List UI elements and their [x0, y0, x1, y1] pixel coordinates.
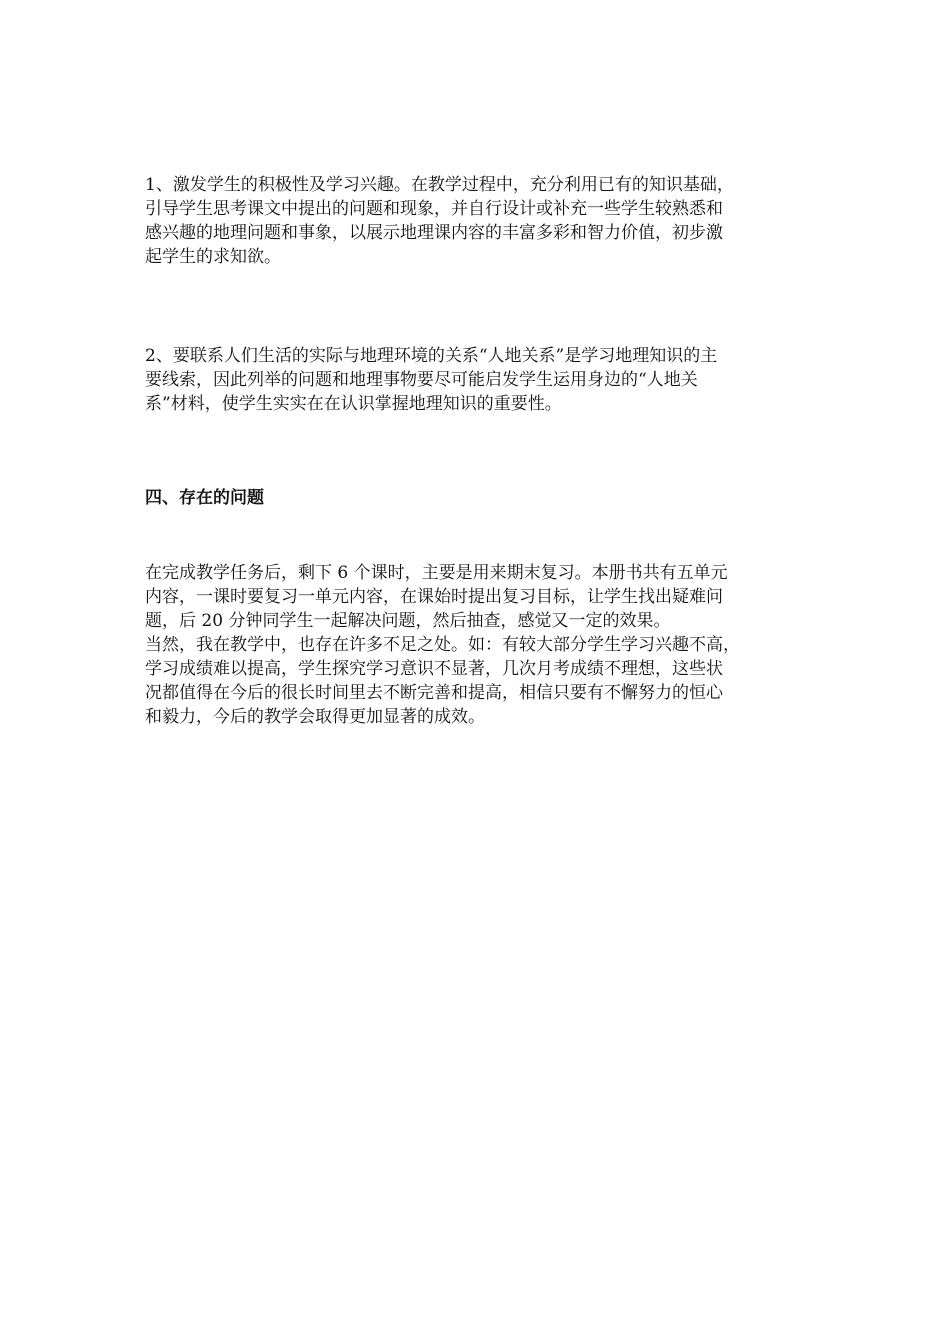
paragraph-line: 1、激发学生的积极性及学习兴趣。在教学过程中，充分利用已有的知识基础，	[145, 175, 734, 195]
paragraph-3	[145, 561, 810, 633]
paragraph-line: 起学生的求知欲。	[145, 247, 281, 267]
paragraph-line: 要线索，因此列举的问题和地理事物要尽可能启发学生运用身边的“人地关	[145, 370, 698, 390]
section-heading: 四、存在的问题	[145, 488, 264, 508]
paragraph-line: 况都值得在今后的很长时间里去不断完善和提高，相信只要有不懈努力的恒心	[145, 683, 723, 703]
paragraph-line: 在完成教学任务后，剩下 6 个课时，主要是用来期末复习。本册书共有五单元	[145, 563, 728, 583]
paragraph-line: 学习成绩难以提高，学生探究学习意识不显著，几次月考成绩不理想，这些状	[145, 659, 723, 679]
paragraph-1	[145, 173, 810, 269]
paragraph-line: 题，后 20 分钟同学生一起解决问题，然后抽查，感觉又一定的效果。	[145, 611, 671, 631]
paragraph-line: 内容，一课时要复习一单元内容，在课始时提出复习目标，让学生找出疑难问	[145, 587, 723, 607]
paragraph-line: 引导学生思考课文中提出的问题和现象，并自行设计或补充一些学生较熟悉和	[145, 199, 723, 219]
paragraph-line: 和毅力，今后的教学会取得更加显著的成效。	[145, 707, 485, 727]
paragraph-4	[145, 633, 810, 729]
paragraph-line: 当然，我在教学中，也存在许多不足之处。如：有较大部分学生学习兴趣不高，	[145, 635, 740, 655]
paragraph-line: 2、要联系人们生活的实际与地理环境的关系“人地关系”是学习地理知识的主	[145, 346, 718, 366]
paragraph-line: 系”材料，使学生实实在在认识掌握地理知识的重要性。	[145, 394, 562, 414]
paragraph-line: 感兴趣的地理问题和事象，以展示地理课内容的丰富多彩和智力价值，初步激	[145, 223, 723, 243]
paragraph-2	[145, 344, 810, 416]
